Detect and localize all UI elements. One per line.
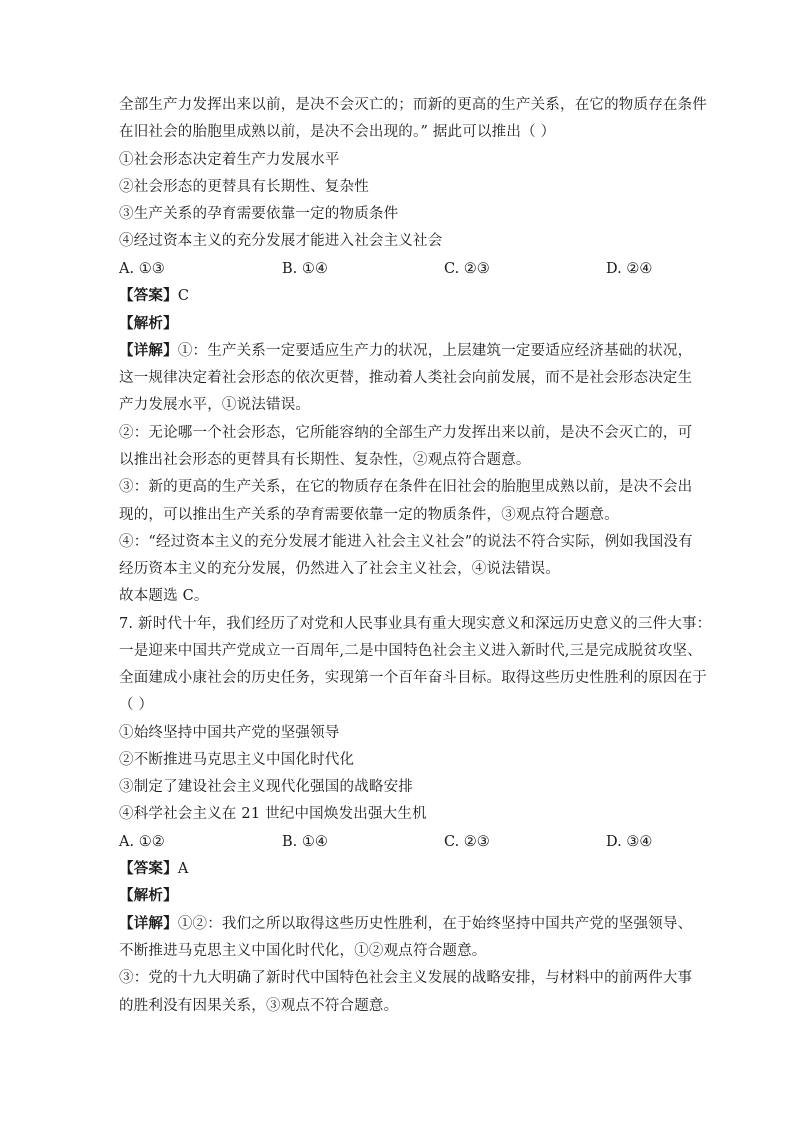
answer-label: 【答案】	[119, 860, 178, 877]
q7-item: ①始终坚持中国共产党的坚强领导	[119, 725, 340, 741]
q6-detail-line: ②：无论哪一个社会形态，它所能容纳的全部生产力发挥出来以前，是决不会灭亡的，可	[119, 425, 693, 441]
q7-item: ③制定了建设社会主义现代化强国的战略安排	[119, 779, 413, 795]
q7-stem-line: 全面建成小康社会的历史任务，实现第一个百年奋斗目标。取得这些历史性胜利的原因在于	[119, 670, 707, 686]
q6-detail-line: 现的，可以推出生产关系的孕育需要依靠一定的物质条件，③观点符合题意。	[119, 507, 619, 523]
q6-item: ②社会形态的更替具有长期性、复杂性	[119, 179, 369, 195]
q7-option-a: A. ①②	[119, 834, 165, 850]
q6-analysis-label: 【解析】	[119, 315, 178, 332]
q6-stem-line: 全部生产力发挥出来以前，是决不会灭亡的；而新的更高的生产关系，在它的物质存在条件	[119, 97, 707, 113]
answer-label: 【答案】	[119, 287, 178, 304]
q6-stem-line: 在旧社会的胎胞里成熟以前，是决不会出现的。” 据此可以推出（ ）	[119, 124, 556, 140]
q6-detail-line: ③：新的更高的生产关系，在它的物质存在条件在旧社会的胎胞里成熟以前，是决不会出	[119, 479, 693, 495]
detail-label: 【详解】	[119, 915, 178, 932]
q6-detail-line: 产力发展水平，①说法错误。	[119, 397, 311, 413]
q6-detail-line: 这一规律决定着社会形态的依次更替，推动着人类社会向前发展，而不是社会形态决定生	[119, 370, 693, 386]
q7-item: ②不断推进马克思主义中国化时代化	[119, 752, 355, 768]
q7-detail-line: 不断推进马克思主义中国化时代化，①②观点符合题意。	[119, 943, 487, 959]
q7-option-c: C. ②③	[444, 834, 490, 850]
q6-detail-line: 【详解】①：生产关系一定要适应生产力的状况，上层建筑一定要适应经济基础的状况，	[119, 342, 693, 359]
q6-conclusion: 故本题选 C。	[119, 588, 209, 604]
detail-label: 【详解】	[119, 342, 178, 359]
q6-detail-line: ④：“经过资本主义的充分发展才能进入社会主义社会”的说法不符合实际，例如我国没有	[119, 534, 693, 550]
q6-answer	[119, 287, 679, 305]
q6-option-a: A. ①③	[119, 261, 165, 277]
q6-option-c: C. ②③	[444, 261, 490, 277]
answer-value: C	[177, 288, 190, 304]
q7-stem-line: 一是迎来中国共产党成立一百周年,二是中国特色社会主义进入新时代,三是完成脱贫攻坚、	[119, 643, 702, 659]
q6-option-d: D. ②④	[606, 261, 653, 277]
q6-option-b: B. ①④	[282, 261, 328, 277]
q7-analysis-label: 【解析】	[119, 887, 178, 904]
q7-stem-line: 7. 新时代十年，我们经历了对党和人民事业具有重大现实意义和深远历史意义的三件大事：	[119, 616, 712, 632]
q7-detail-line: ③：党的十九大明确了新时代中国特色社会主义发展的战略安排，与材料中的前两件大事	[119, 970, 693, 986]
q7-detail-line: 的胜利没有因果关系，③观点不符合题意。	[119, 998, 399, 1014]
q6-item: ①社会形态决定着生产力发展水平	[119, 152, 340, 168]
q7-answer	[119, 860, 679, 878]
q7-item: ④科学社会主义在 21 世纪中国焕发出强大生机	[119, 806, 427, 822]
q6-item: ④经过资本主义的充分发展才能进入社会主义社会	[119, 233, 443, 249]
q7-stem-line: （ ）	[119, 697, 154, 713]
q6-detail-line: 以推出社会形态的更替具有长期性、复杂性，②观点符合题意。	[119, 452, 531, 468]
q6-item: ③生产关系的孕育需要依靠一定的物质条件	[119, 206, 399, 222]
q6-detail-line: 经历资本主义的充分发展，仍然进入了社会主义社会，④说法错误。	[119, 561, 560, 577]
q7-option-b: B. ①④	[282, 834, 328, 850]
answer-value: A	[177, 861, 189, 877]
q7-option-d: D. ③④	[606, 834, 653, 850]
q7-detail-line: 【详解】①②：我们之所以取得这些历史性胜利，在于始终坚持中国共产党的坚强领导、	[119, 915, 693, 932]
